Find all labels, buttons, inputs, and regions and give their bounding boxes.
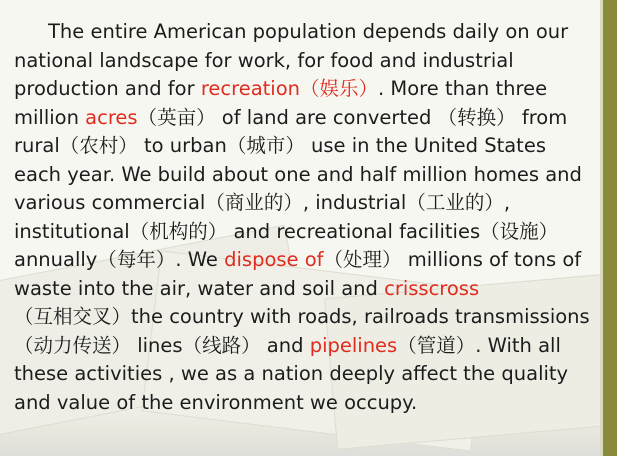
text-segment-11: . We bbox=[175, 248, 225, 271]
text-segment-8: , institutional bbox=[14, 191, 511, 243]
text-segment-1: The entire American population depends daily on our national landscape for work, for food and industrial production and for bbox=[14, 20, 569, 100]
text-segment-14: lines bbox=[131, 333, 183, 357]
gloss-commercial: （商业的） bbox=[205, 191, 303, 214]
gloss-converted: （转换） bbox=[437, 105, 516, 129]
text-segment-15: and bbox=[260, 333, 310, 357]
gloss-urban: （城市） bbox=[226, 134, 305, 157]
gloss-annually: （每年） bbox=[97, 248, 176, 271]
gloss-recreation: （娱乐） bbox=[300, 77, 379, 100]
text-segment-10: annually bbox=[14, 248, 98, 271]
gloss-facilities: （设施） bbox=[480, 219, 559, 243]
right-accent-band bbox=[603, 0, 617, 456]
highlight-dispose-of: dispose of bbox=[224, 248, 324, 271]
text-segment-5: to urban bbox=[137, 134, 227, 157]
text-segment-4: from rural bbox=[14, 105, 568, 157]
highlight-pipelines: pipelines bbox=[309, 333, 398, 357]
gloss-lines: （线路） bbox=[182, 333, 261, 357]
text-segment-6: use in the United States each year. We build about one and half million homes and various commercial bbox=[14, 134, 582, 214]
text-segment-9: and recreational facilities bbox=[227, 219, 481, 243]
slide-body-text bbox=[14, 18, 594, 417]
gloss-dispose-of: （处理） bbox=[323, 248, 402, 271]
gloss-rural: （农村） bbox=[59, 134, 138, 157]
gloss-institutional: （机构的） bbox=[129, 219, 228, 243]
text-segment-16: . With all these activities , we as a nation deeply affect the quality and value of the environment we occupy. bbox=[14, 333, 569, 414]
gloss-crisscross: （互相交叉） bbox=[14, 305, 132, 328]
text-segment-7: , industrial bbox=[302, 191, 407, 214]
text-segment-3: of land are converted bbox=[215, 105, 438, 129]
gloss-pipelines: （管道） bbox=[397, 333, 476, 357]
highlight-acres: acres bbox=[85, 105, 138, 129]
gloss-acres: （英亩） bbox=[137, 105, 216, 129]
gloss-industrial: （工业的） bbox=[406, 191, 504, 214]
highlight-recreation: recreation bbox=[200, 77, 301, 100]
text-segment-2: . More than three million bbox=[14, 77, 548, 129]
text-segment-13: the country with roads, railroads transmissions bbox=[131, 305, 590, 328]
highlight-crisscross: crisscross bbox=[384, 276, 480, 300]
text-segment-12: millions of tons of waste into the air, water and soil and bbox=[14, 248, 582, 300]
gloss-transmissions: （动力传送） bbox=[14, 333, 132, 357]
